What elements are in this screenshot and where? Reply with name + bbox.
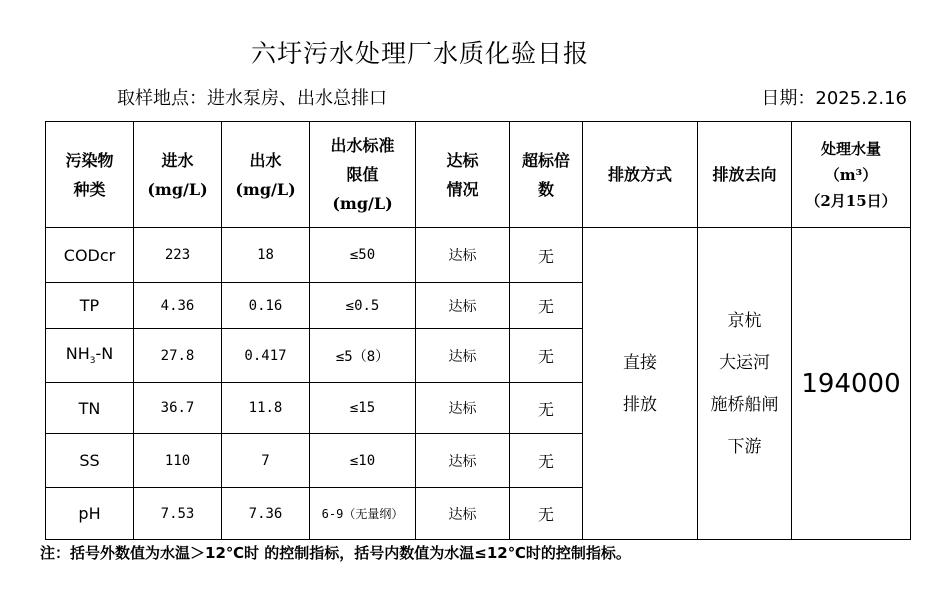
- status-cell: 达标: [416, 283, 510, 329]
- report-date: 日期：2025.2.16: [761, 88, 907, 109]
- inflow-cell: 4.36: [134, 283, 222, 329]
- report-title: 六圩污水处理厂水质化验日报: [250, 39, 589, 68]
- exceed-cell: 无: [510, 228, 583, 283]
- exceed-cell: 无: [510, 283, 583, 329]
- inflow-cell: 223: [134, 228, 222, 283]
- table-row: [46, 228, 911, 283]
- pollutant-suffix: -N: [95, 344, 114, 364]
- header-discharge-destination: 排放去向: [698, 122, 792, 228]
- discharge-method-cell: 直接 排放: [583, 228, 698, 540]
- outflow-cell: 7: [222, 434, 310, 488]
- status-cell: 达标: [416, 488, 510, 540]
- header-exceed: 超标倍 数: [510, 122, 583, 228]
- exceed-cell: 无: [510, 434, 583, 488]
- header-limit: 出水标准 限值 (mg/L): [310, 122, 416, 228]
- outflow-cell: 0.417: [222, 329, 310, 383]
- pollutant-cell: pH: [46, 488, 134, 540]
- pollutant-cell: TN: [46, 383, 134, 434]
- limit-cell: 6-9（无量纲）: [310, 488, 416, 540]
- pollutant-cell: CODcr: [46, 228, 134, 283]
- header-inflow: 进水 (mg/L): [134, 122, 222, 228]
- status-cell: 达标: [416, 434, 510, 488]
- inflow-cell: 27.8: [134, 329, 222, 383]
- exceed-cell: 无: [510, 329, 583, 383]
- limit-cell: ≤5（8）: [310, 329, 416, 383]
- outflow-cell: 11.8: [222, 383, 310, 434]
- pollutant-cell: TP: [46, 283, 134, 329]
- limit-cell: ≤10: [310, 434, 416, 488]
- exceed-cell: 无: [510, 488, 583, 540]
- limit-cell: ≤50: [310, 228, 416, 283]
- pollutant-main: NH: [65, 344, 90, 364]
- outflow-cell: 7.36: [222, 488, 310, 540]
- status-cell: 达标: [416, 228, 510, 283]
- inflow-cell: 36.7: [134, 383, 222, 434]
- header-outflow: 出水 (mg/L): [222, 122, 310, 228]
- footnote: 注：括号外数值为水温＞12℃时 的控制指标，括号内数值为水温≤12℃时的控制指标。: [40, 544, 631, 562]
- inflow-cell: 110: [134, 434, 222, 488]
- limit-cell: ≤0.5: [310, 283, 416, 329]
- header-discharge-method: 排放方式: [583, 122, 698, 228]
- header-row: [46, 122, 911, 228]
- outflow-cell: 0.16: [222, 283, 310, 329]
- pollutant-subscript: 3: [89, 356, 96, 367]
- pollutant-cell: SS: [46, 434, 134, 488]
- header-volume: 处理水量 （m³） （2月15日）: [792, 122, 911, 228]
- treated-volume-cell: 194000: [792, 228, 911, 540]
- water-quality-table: [45, 121, 911, 540]
- sampling-location: 取样地点：进水泵房、出水总排口: [117, 88, 387, 109]
- status-cell: 达标: [416, 383, 510, 434]
- pollutant-cell: [46, 329, 134, 383]
- discharge-destination-cell: 京杭 大运河 施桥船闸 下游: [698, 228, 792, 540]
- limit-cell: ≤15: [310, 383, 416, 434]
- header-pollutant: 污染物 种类: [46, 122, 134, 228]
- status-cell: 达标: [416, 329, 510, 383]
- exceed-cell: 无: [510, 383, 583, 434]
- header-status: 达标 情况: [416, 122, 510, 228]
- outflow-cell: 18: [222, 228, 310, 283]
- inflow-cell: 7.53: [134, 488, 222, 540]
